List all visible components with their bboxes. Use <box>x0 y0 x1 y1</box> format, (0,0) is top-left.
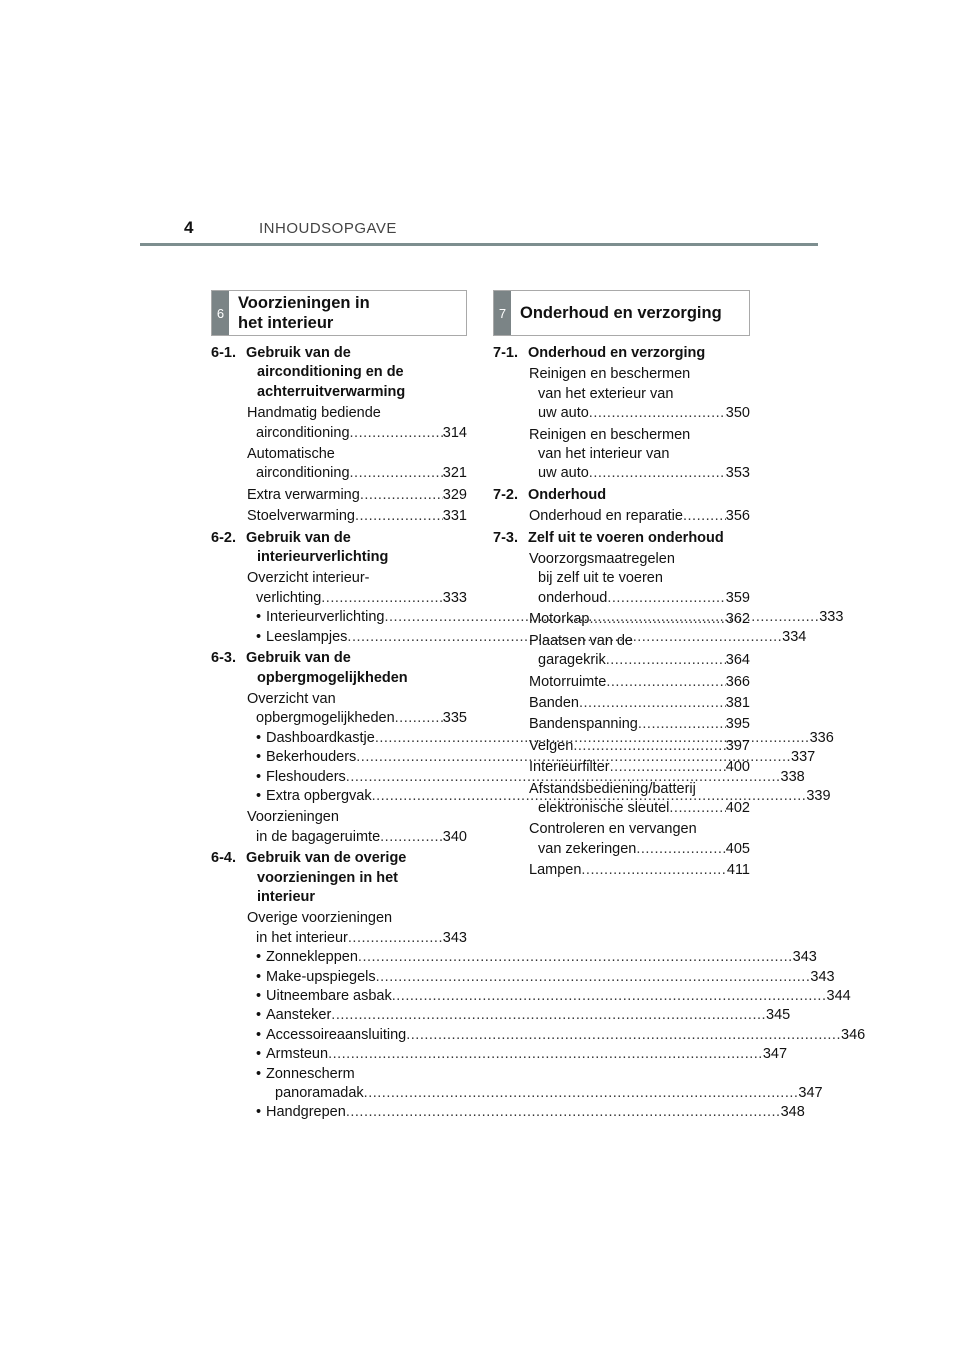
toc-section[interactable] <box>211 529 467 568</box>
dot-leader <box>380 828 443 847</box>
toc-sub-entry[interactable] <box>256 1103 805 1122</box>
bullet: • <box>256 768 262 785</box>
toc-entry[interactable] <box>529 550 750 608</box>
toc-entry-label: Interieurverlichting <box>266 609 385 626</box>
toc-entry-label: uw auto <box>538 405 589 422</box>
toc-sub-entry-text <box>266 1045 787 1064</box>
toc-entry[interactable] <box>529 780 750 819</box>
toc-sub-entry[interactable] <box>256 948 817 967</box>
toc-entry-page: 366 <box>725 673 750 690</box>
toc-entry-line: Reinigen en beschermen <box>529 426 691 443</box>
toc-entry-label: Fleshouders <box>266 768 346 785</box>
toc-entry[interactable] <box>529 758 750 777</box>
toc-entry-page: 362 <box>725 611 750 628</box>
toc-section[interactable] <box>211 649 467 688</box>
toc-entry-last-line[interactable] <box>266 1006 790 1025</box>
toc-entry-line: Reinigen en beschermen <box>529 366 691 383</box>
toc-sub-entry-text <box>266 1103 805 1122</box>
toc-entry[interactable] <box>247 909 467 948</box>
toc-entry-last-line[interactable] <box>266 1045 787 1064</box>
toc-entry-page: 331 <box>442 508 467 525</box>
bullet: • <box>256 787 262 804</box>
toc-entry-label: Onderhoud en reparatie <box>529 508 683 525</box>
page-number: 4 <box>184 218 194 237</box>
bullet: • <box>256 949 262 966</box>
dot-leader <box>321 589 443 608</box>
dot-leader <box>395 709 443 728</box>
toc-entry[interactable] <box>247 569 467 608</box>
toc-entry[interactable] <box>529 715 750 734</box>
toc-entry-page: 314 <box>442 424 467 441</box>
toc-entry-label: uw auto <box>538 465 589 482</box>
toc-section[interactable] <box>211 849 467 907</box>
toc-sub-entry[interactable] <box>256 1006 791 1025</box>
toc-entry-page: 359 <box>725 589 750 606</box>
chapter-title: Voorzieningen in het interieur <box>238 294 370 332</box>
toc-sub-entry[interactable] <box>256 1065 823 1104</box>
toc-sub-entry-text <box>266 1006 790 1025</box>
toc-sub-entry[interactable] <box>256 768 805 787</box>
toc-entry-line: Voorzieningen <box>247 809 339 826</box>
toc-entry[interactable] <box>529 673 750 692</box>
toc-entry[interactable] <box>247 486 467 505</box>
bullet: • <box>256 1026 262 1043</box>
toc-entry-page: 333 <box>819 609 844 626</box>
toc-entry-last-line[interactable] <box>247 929 467 948</box>
toc-entry[interactable] <box>247 404 467 443</box>
toc-entry-last-line[interactable] <box>247 709 467 728</box>
dot-leader <box>606 673 725 692</box>
section-number: 7-1. <box>493 345 518 361</box>
toc-entry-page: 329 <box>442 486 467 503</box>
dot-leader <box>348 929 443 948</box>
toc-entry-label: Uitneembare asbak <box>266 988 392 1004</box>
section-title: Gebruik van de airconditioning en de achterruitverwarming <box>246 345 406 400</box>
toc-entry-line: bij zelf uit te voeren <box>538 570 663 587</box>
toc-entry-last-line[interactable] <box>529 507 750 526</box>
section-title: Gebruik van de opbergmogelijkheden <box>246 650 408 686</box>
dot-leader <box>392 987 827 1006</box>
toc-entry-last-line[interactable] <box>529 589 750 608</box>
toc-entry-label: verlichting <box>256 589 322 606</box>
toc-section[interactable] <box>211 344 467 402</box>
bullet: • <box>256 1104 262 1121</box>
toc-entry[interactable] <box>529 861 750 880</box>
toc-entry-last-line[interactable] <box>247 486 467 505</box>
bullet: • <box>256 749 262 766</box>
toc-entry-page: 402 <box>725 799 750 816</box>
toc-entry-page: 364 <box>725 652 750 669</box>
dot-leader <box>376 968 811 987</box>
toc-sub-entry-text <box>266 968 835 987</box>
toc-entry-page: 395 <box>725 716 750 733</box>
toc-entry-page: 348 <box>780 1104 805 1121</box>
toc-entry-last-line[interactable] <box>529 799 750 818</box>
toc-entry-label: Armsteun <box>266 1046 329 1063</box>
toc-entry-label: Motorkap <box>529 611 590 628</box>
toc-section[interactable] <box>493 529 750 548</box>
section-number: 7-3. <box>493 529 518 546</box>
toc-sub-entry[interactable] <box>256 987 851 1006</box>
section-title: Gebruik van de interieurverlichting <box>246 529 389 566</box>
toc-entry-label: van zekeringen <box>538 840 637 857</box>
toc-entry-last-line[interactable] <box>529 840 750 859</box>
toc-entry-page: 340 <box>442 828 467 845</box>
document-title: INHOUDSOPGAVE <box>259 220 397 237</box>
toc-entry-label: Bandenspanning <box>529 716 638 733</box>
toc-entry-last-line[interactable] <box>529 694 750 713</box>
toc-sub-entry-text <box>266 1026 865 1045</box>
toc-entry-label: onderhoud <box>538 589 608 606</box>
toc-entry-label: Accessoireaansluiting <box>266 1026 407 1043</box>
toc-entry-label: garagekrik <box>538 652 606 669</box>
toc-entry-page: 405 <box>725 840 750 857</box>
toc-entry-label: opbergmogelijkheden <box>256 710 395 727</box>
toc-entry-line: van het interieur van <box>538 446 670 463</box>
toc-entry-line: Overzicht interieur- <box>247 570 370 587</box>
toc-entry-last-line[interactable] <box>529 404 750 423</box>
dot-leader <box>346 1103 781 1122</box>
toc-entry-line: Overige voorzieningen <box>247 910 393 927</box>
toc-entry-last-line[interactable] <box>529 651 750 670</box>
toc-entry-line: Plaatsen van de <box>529 632 633 649</box>
section-number: 6-4. <box>211 850 236 867</box>
dot-leader <box>328 1045 763 1064</box>
toc-entry-label: Stoelverwarming <box>247 508 355 525</box>
toc-entry-label: Dashboardkastje <box>266 729 375 746</box>
toc-entry-label: airconditioning <box>256 465 350 482</box>
dot-leader <box>683 507 726 526</box>
section-title: Zelf uit te voeren onderhoud <box>528 529 724 546</box>
toc-entry-page: 350 <box>725 405 750 422</box>
toc-entry-last-line[interactable] <box>266 1103 805 1122</box>
toc-entry-page: 334 <box>782 628 807 645</box>
dot-leader <box>350 464 443 483</box>
toc-entry-page: 346 <box>841 1026 866 1043</box>
dot-leader <box>358 948 793 967</box>
chapter-title: Onderhoud en verzorging <box>520 304 722 322</box>
dot-leader <box>581 861 726 880</box>
section-title: Gebruik van de overige voorzieningen in het interieur <box>246 850 407 905</box>
toc-entry-last-line[interactable] <box>529 861 750 880</box>
table-of-contents <box>493 344 750 881</box>
toc-entry-label: Extra verwarming <box>247 486 360 503</box>
toc-sub-entry-text <box>266 987 851 1006</box>
toc-entry-last-line[interactable] <box>266 987 851 1006</box>
toc-entry-page: 353 <box>725 465 750 482</box>
dot-leader <box>610 758 726 777</box>
toc-entry-label: Make-upspiegels <box>266 968 376 985</box>
toc-entry-page: 411 <box>726 862 750 879</box>
toc-entry[interactable] <box>247 445 467 484</box>
bullet: • <box>256 988 262 1004</box>
toc-entry[interactable] <box>247 507 467 526</box>
toc-entry-page: 344 <box>826 988 851 1004</box>
toc-entry-last-line[interactable] <box>529 464 750 483</box>
toc-entry-label: in het interieur <box>256 929 348 946</box>
bullet: • <box>256 729 262 746</box>
toc-entry-page: 381 <box>725 694 750 711</box>
dot-leader <box>579 694 726 713</box>
toc-entry[interactable] <box>529 610 750 629</box>
toc-entry-label: Interieurfilter <box>529 759 610 776</box>
dot-leader <box>355 507 443 526</box>
toc-entry-label: Velgen <box>529 737 574 754</box>
toc-sub-entry[interactable] <box>256 1026 866 1045</box>
toc-entry-last-line[interactable] <box>247 464 467 483</box>
toc-entry-page: 356 <box>725 508 750 525</box>
toc-entry-page: 397 <box>725 737 750 754</box>
bullet: • <box>256 1007 262 1024</box>
toc-entry-line: Handmatig bediende <box>247 405 381 422</box>
toc-entry-page: 343 <box>810 968 835 985</box>
chapter-tab-number: 6 <box>212 291 229 335</box>
dot-leader <box>406 1026 841 1045</box>
toc-entry-last-line[interactable] <box>266 968 835 987</box>
bullet: • <box>256 628 262 645</box>
toc-entry-label: Motorruimte <box>529 673 607 690</box>
toc-entry-line: Automatische <box>247 446 335 463</box>
section-title: Onderhoud en verzorging <box>528 345 706 361</box>
toc-sub-entry[interactable] <box>256 968 835 987</box>
toc-sub-entry-text <box>266 948 817 967</box>
dot-leader <box>350 424 443 443</box>
section-number: 6-3. <box>211 650 236 667</box>
toc-entry-last-line[interactable] <box>266 1026 865 1045</box>
dot-leader <box>589 610 725 629</box>
chapter-heading <box>211 290 467 336</box>
toc-entry-line: Controleren en vervangen <box>529 821 697 838</box>
dot-leader <box>607 589 725 608</box>
toc-entry-label: Banden <box>529 694 579 711</box>
dot-leader <box>573 737 725 756</box>
toc-section[interactable] <box>493 486 750 505</box>
toc-entry-page: 337 <box>791 749 816 766</box>
toc-entry-last-line[interactable] <box>247 828 467 847</box>
header-rule <box>140 243 818 246</box>
toc-entry-page: 343 <box>442 929 467 946</box>
toc-entry-page: 400 <box>725 759 750 776</box>
toc-entry[interactable] <box>247 808 467 847</box>
toc-entry-line: Overzicht van <box>247 690 336 707</box>
toc-entry-last-line[interactable] <box>266 948 817 967</box>
toc-entry-page: 321 <box>442 465 467 482</box>
toc-section[interactable] <box>493 344 750 363</box>
toc-entry-label: Zonnekleppen <box>266 949 358 966</box>
chapter-column-7 <box>493 290 750 881</box>
section-title: Onderhoud <box>528 486 607 503</box>
toc-entry-label: Aansteker <box>266 1007 332 1024</box>
toc-entry-label: panoramadak <box>275 1085 364 1102</box>
toc-entry-label: Lampen <box>529 862 582 879</box>
toc-entry-line: Zonnescherm <box>266 1065 355 1082</box>
dot-leader <box>638 715 726 734</box>
toc-entry-label: Leeslampjes <box>266 628 348 645</box>
chapter-heading <box>493 290 750 336</box>
toc-entry[interactable] <box>529 632 750 671</box>
dot-leader <box>589 464 726 483</box>
page-header <box>140 218 818 246</box>
toc-entry-last-line[interactable] <box>247 424 467 443</box>
toc-entry-label: elektronische sleutel <box>538 799 670 816</box>
toc-entry-last-line[interactable] <box>529 737 750 756</box>
bullet: • <box>256 1065 262 1082</box>
bullet: • <box>256 1046 262 1063</box>
dot-leader <box>360 486 443 505</box>
toc-entry-last-line[interactable] <box>529 715 750 734</box>
bullet: • <box>256 609 262 626</box>
toc-entry-line: Voorzorgsmaatregelen <box>529 551 675 568</box>
bullet: • <box>256 968 262 985</box>
toc-entry-page: 333 <box>442 589 467 606</box>
toc-entry-last-line[interactable] <box>529 673 750 692</box>
toc-entry-line: Afstandsbediening/batterij <box>529 780 696 797</box>
toc-entry-page: 339 <box>806 787 831 804</box>
toc-entry-page: 343 <box>792 949 817 966</box>
dot-leader <box>669 799 725 818</box>
toc-entry-page: 335 <box>442 710 467 727</box>
toc-entry-line: van het exterieur van <box>538 385 674 402</box>
toc-entry[interactable] <box>529 820 750 859</box>
toc-entry-label: Bekerhouders <box>266 749 357 766</box>
toc-entry-page: 347 <box>798 1085 823 1102</box>
section-number: 6-1. <box>211 345 236 361</box>
toc-entry-page: 345 <box>766 1007 791 1024</box>
toc-entry-label: Extra opbergvak <box>266 787 372 804</box>
dot-leader <box>589 404 726 423</box>
toc-entry[interactable] <box>529 426 750 484</box>
dot-leader <box>331 1006 766 1025</box>
toc-entry-label: Handgrepen <box>266 1104 346 1121</box>
toc-sub-entry[interactable] <box>256 1045 788 1064</box>
toc-sub-entry-text <box>266 1065 823 1104</box>
toc-entry[interactable] <box>529 737 750 756</box>
toc-entry-last-line[interactable] <box>247 589 467 608</box>
toc-entry-last-line[interactable] <box>247 507 467 526</box>
toc-entry-last-line[interactable] <box>529 610 750 629</box>
toc-entry-page: 347 <box>762 1046 788 1063</box>
toc-entry-page: 338 <box>780 768 805 785</box>
toc-entry-label: airconditioning <box>256 424 350 441</box>
section-number: 7-2. <box>493 486 518 503</box>
toc-entry[interactable] <box>529 365 750 423</box>
dot-leader <box>364 1084 799 1103</box>
toc-entry-page: 336 <box>809 729 834 746</box>
toc-entry-last-line[interactable] <box>266 1084 823 1103</box>
toc-entry-label: in de bagageruimte <box>256 828 381 845</box>
dot-leader <box>606 651 726 670</box>
dot-leader <box>636 840 725 859</box>
section-number: 6-2. <box>211 529 236 546</box>
toc-entry[interactable] <box>247 690 467 729</box>
toc-sub-entry[interactable] <box>256 748 816 767</box>
toc-entry[interactable] <box>529 507 750 526</box>
chapter-tab-number: 7 <box>494 291 511 335</box>
toc-entry-last-line[interactable] <box>529 758 750 777</box>
toc-entry[interactable] <box>529 694 750 713</box>
